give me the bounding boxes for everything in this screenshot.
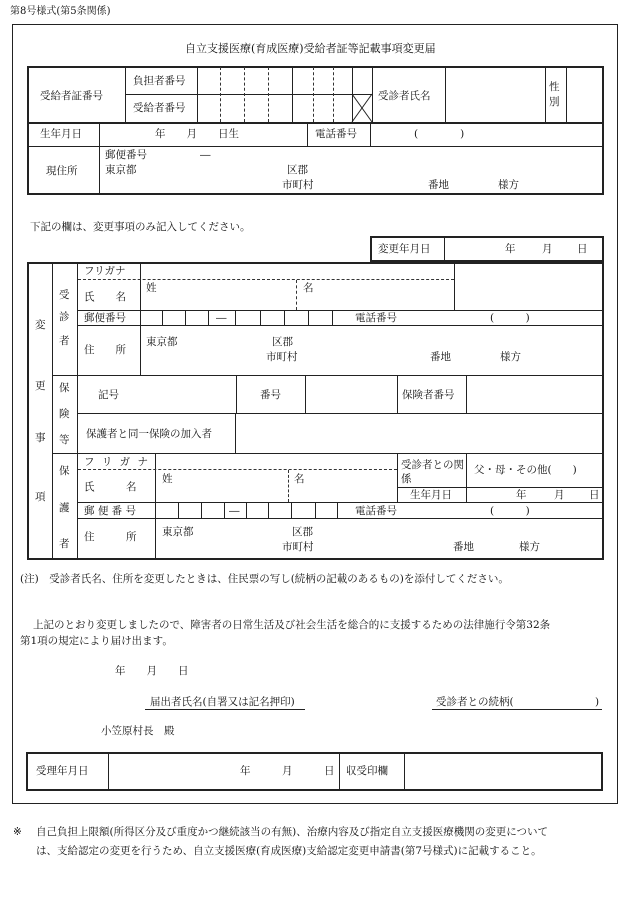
patient-banchi: 番地 xyxy=(430,351,451,363)
change-date-month: 月 xyxy=(542,243,553,255)
guardian-name-label: 氏 名 xyxy=(84,481,137,493)
banchi-label: 番地 xyxy=(428,179,449,191)
guardian-phone-label: 電話番号 xyxy=(355,505,397,517)
patient-name-label-2: 氏 名 xyxy=(84,291,126,303)
change-date-year: 年 xyxy=(505,243,516,255)
patient-samakata: 様方 xyxy=(500,351,521,363)
insurance-kigo: 記号 xyxy=(98,389,119,401)
guardian-banchi: 番地 xyxy=(453,541,474,553)
postal-dash: ― xyxy=(200,149,211,161)
footnote-line-2: は、支給認定の変更を行うため、自立支援医療(育成医療)支給認定変更申請書(第7号様式)に記載すること。 xyxy=(36,845,542,857)
patient-mei: 名 xyxy=(303,282,314,294)
patient-group-1: 受 xyxy=(59,289,70,301)
patient-group-2: 診 xyxy=(59,311,70,323)
date-line: 年 月 日 xyxy=(115,665,189,677)
guardian-samakata: 様方 xyxy=(519,541,540,553)
guardian-sei: 姓 xyxy=(162,473,173,485)
section-label-2: 更 xyxy=(35,380,46,392)
patient-phone-paren: ( ) xyxy=(490,312,530,324)
section-label-4: 項 xyxy=(35,491,46,503)
guardian-group-3: 者 xyxy=(59,538,70,550)
guardian-address-label: 住 所 xyxy=(84,531,137,543)
relation-line: 受診者との続柄( xyxy=(436,696,514,708)
birthdate-format: 年 月 日生 xyxy=(155,128,239,140)
guardian-ward: 区郡 xyxy=(292,526,313,538)
guardian-postal-dash: ― xyxy=(229,505,240,517)
tokyo-label: 東京都 xyxy=(105,164,137,176)
declaration-text-2: 第1項の規定により届け出ます。 xyxy=(20,635,173,647)
patient-ward: 区郡 xyxy=(272,336,293,348)
insurance-bango: 番号 xyxy=(260,389,281,401)
payer-number-label: 負担者番号 xyxy=(133,75,186,87)
guardian-birth-month: 月 xyxy=(554,489,565,501)
recipient-number-label: 受給者番号 xyxy=(133,102,186,114)
patient-postal-dash: ― xyxy=(216,312,227,324)
recipient-cert-label: 受給者証番号 xyxy=(40,90,103,102)
guardian-birth-day: 日 xyxy=(589,489,600,501)
patient-name-label: 受診者氏名 xyxy=(378,90,431,102)
guardian-group-1: 保 xyxy=(59,465,70,477)
birthdate-label: 生年月日 xyxy=(40,128,82,140)
address-label: 現住所 xyxy=(46,165,78,177)
section-label-1: 変 xyxy=(35,319,46,331)
phone-label: 電話番号 xyxy=(315,128,357,140)
receipt-date-label: 受理年月日 xyxy=(36,765,89,777)
patient-city: 市町村 xyxy=(266,351,298,363)
guardian-group-2: 護 xyxy=(59,502,70,514)
samakata-label: 様方 xyxy=(498,179,519,191)
insurance-group-3: 等 xyxy=(59,434,70,446)
receipt-stamp-label: 収受印欄 xyxy=(346,765,388,777)
guardian-mei: 名 xyxy=(294,473,305,485)
patient-postal-label: 郵便番号 xyxy=(84,312,126,324)
relation-close: ) xyxy=(595,696,600,708)
guardian-birthdate-label: 生年月日 xyxy=(410,489,452,501)
patient-furigana-label: フリガナ xyxy=(84,265,126,277)
note-text: (注) 受診者氏名、住所を変更したときは、住民票の写し(続柄の記載のあるもの)を添付してください。 xyxy=(20,573,509,585)
guardian-tokyo: 東京都 xyxy=(162,526,194,538)
submitter-label: 届出者氏名(自署又は記名押印) xyxy=(150,696,295,708)
gender-label: 性別 xyxy=(549,81,560,108)
guardian-city: 市町村 xyxy=(282,541,314,553)
change-date-day: 日 xyxy=(577,243,588,255)
instruction-text: 下記の欄は、変更事項のみ記入してください。 xyxy=(30,221,251,233)
ward-label: 区郡 xyxy=(287,164,308,176)
relation-label: 受診者との関係 xyxy=(401,459,464,486)
patient-sei: 姓 xyxy=(146,282,157,294)
form-number: 第8号様式(第5条関係) xyxy=(10,6,111,17)
cross-out-mark xyxy=(352,94,372,122)
postal-label: 郵便番号 xyxy=(105,149,147,161)
city-label: 市町村 xyxy=(282,179,314,191)
footnote-mark: ※ xyxy=(13,826,22,838)
change-date-label: 変更年月日 xyxy=(378,243,431,255)
patient-phone-label: 電話番号 xyxy=(355,312,397,324)
patient-tokyo: 東京都 xyxy=(146,336,178,348)
insurance-group-2: 険 xyxy=(59,408,70,420)
section-label-3: 事 xyxy=(35,432,46,444)
patient-address-label: 住 所 xyxy=(84,344,126,356)
same-insurance-label: 保護者と同一保険の加入者 xyxy=(86,428,212,440)
footnote-line-1: 自己負担上限額(所得区分及び重度かつ継続該当の有無)、治療内容及び指定自立支援医療機関の変更について xyxy=(36,826,548,838)
receipt-date-format: 年 月 日 xyxy=(240,765,335,777)
guardian-furigana-label: フ リ ガ ナ xyxy=(84,456,151,468)
declaration-text: 上記のとおり変更しましたので、障害者の日常生活及び社会生活を総合的に支援するための法律施行令第32条 xyxy=(33,619,551,631)
phone-paren: ( ) xyxy=(414,128,465,140)
guardian-birth-year: 年 xyxy=(516,489,527,501)
guardian-phone-paren: ( ) xyxy=(490,505,530,517)
addressee: 小笠原村長 殿 xyxy=(101,725,175,737)
insurance-group-1: 保 xyxy=(59,382,70,394)
insurer-number-label: 保険者番号 xyxy=(402,389,455,401)
relation-options: 父・母・その他( ) xyxy=(474,464,577,476)
form-title: 自立支援医療(育成医療)受給者証等記載事項変更届 xyxy=(185,42,436,55)
guardian-postal-label: 郵 便 番 号 xyxy=(84,505,137,517)
patient-group-3: 者 xyxy=(59,335,70,347)
